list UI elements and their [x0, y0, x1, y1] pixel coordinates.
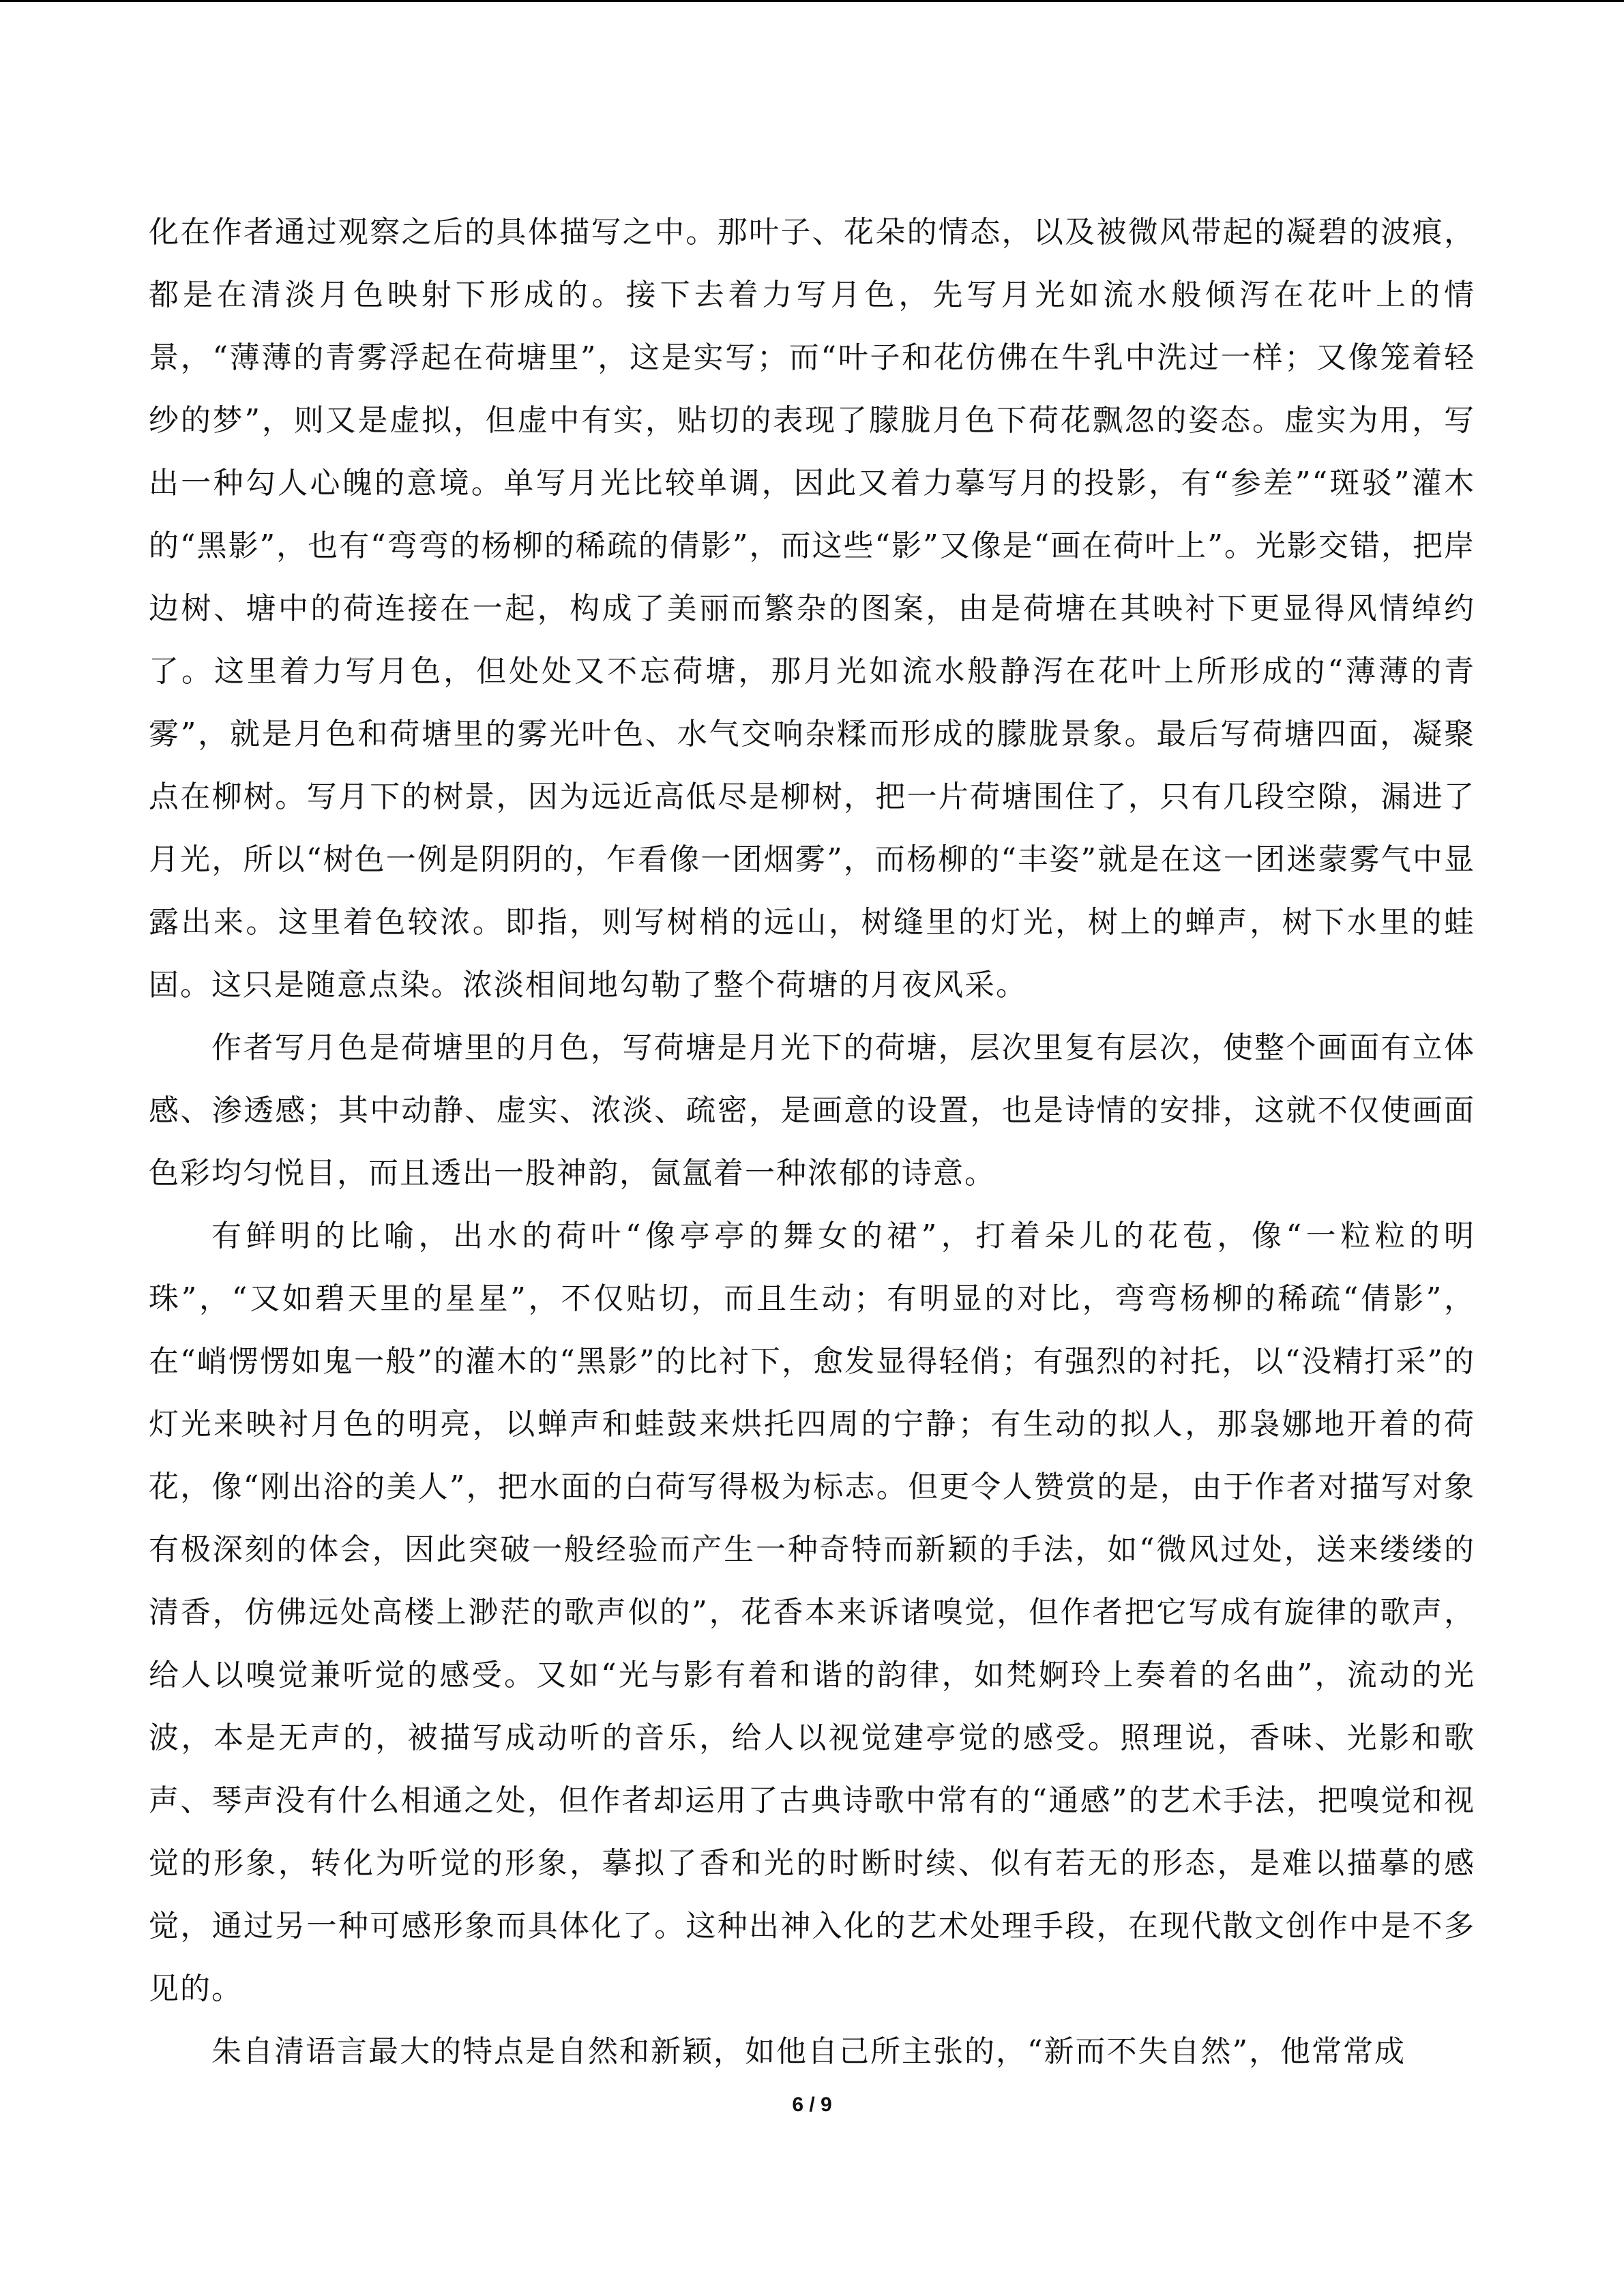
page-number: 6 / 9 [792, 2093, 832, 2116]
paragraph-3: 有鲜明的比喻，出水的荷叶“像亭亭的舞女的裙”，打着朵儿的花苞，像“一粒粒的明珠”，“又如碧天里的星星”，不仅贴切，而且生动；有明显的对比，弯弯杨柳的稀疏“倩影”，在“峭愣愣如鬼一般”的灌木的“黑影”的比衬下，愈发显得轻俏；有强烈的衬托，以“没精打采”的灯光来映衬月色的明亮，以蝉声和蛙鼓来烘托四周的宁静；有生动的拟人，那袅娜地开着的荷花，像“刚出浴的美人”，把水面的白荷写得极为标志。但更令人赞赏的是，由于作者对描写对象有极深刻的体会，因此突破一般经验而产生一种奇特而新颖的手法，如“微风过处，送来缕缕的清香，仿佛远处高楼上渺茫的歌声似的”，花香本来诉诸嗅觉，但作者把它写成有旋律的歌声，给人以嗅觉兼听觉的感受。又如“光与影有着和谐的韵律，如梵婀玲上奏着的名曲”，流动的光波，本是无声的，被描写成动听的音乐，给人以视觉建亭觉的感受。照理说，香味、光影和歌声、琴声没有什么相通之处，但作者却运用了古典诗歌中常有的“通感”的艺术手法，把嗅觉和视觉的形象，转化为听觉的形象，摹拟了香和光的时断时续、似有若无的形态，是难以描摹的感觉，通过另一种可感形象而具体化了。这种出神入化的艺术处理手段，在现代散文创作中是不多见的。 [149, 1219, 1475, 2006]
paragraph-4: 朱自清语言最大的特点是自然和新颖，如他自己所主张的，“新而不失自然”，他常常成 [211, 2034, 1406, 2069]
paragraph-1: 化在作者通过观察之后的具体描写之中。那叶子、花朵的情态，以及被微风带起的凝碧的波痕，都是在清淡月色映射下形成的。接下去着力写月色，先写月光如流水般倾泻在花叶上的情景，“薄薄的青雾浮起在荷塘里”，这是实写；而“叶子和花仿佛在牛乳中洗过一样；又像笼着轻纱的梦”，则又是虚拟，但虚中有实，贴切的表现了朦胧月色下荷花飘忽的姿态。虚实为用，写出一种勾人心魄的意境。单写月光比较单调，因此又着力摹写月的投影，有“参差”“斑驳”灌木的“黑影”，也有“弯弯的杨柳的稀疏的倩影”，而这些“影”又像是“画在荷叶上”。光影交错，把岸边树、塘中的荷连接在一起，构成了美丽而繁杂的图案，由是荷塘在其映衬下更显得风情绰约了。这里着力写月色，但处处又不忘荷塘，那月光如流水般静泻在花叶上所形成的“薄薄的青雾”，就是月色和荷塘里的雾光叶色、水气交响杂糅而形成的朦胧景象。最后写荷塘四面，凝聚点在柳树。写月下的树景，因为远近高低尽是柳树，把一片荷塘围住了，只有几段空隙，漏进了月光，所以“树色一例是阴阴的，乍看像一团烟雾”，而杨柳的“丰姿”就是在这一团迷蒙雾气中显露出来。这里着色较浓。即指，则写树梢的远山，树缝里的灯光，树上的蝉声，树下水里的蛙固。这只是随意点染。浓淡相间地勾勒了整个荷塘的月夜风采。 [149, 215, 1475, 1002]
paragraph-2: 作者写月色是荷塘里的月色，写荷塘是月光下的荷塘，层次里复有层次，使整个画面有立体感、渗透感；其中动静、虚实、浓淡、疏密，是画意的设置，也是诗情的安排，这就不仅使画面色彩均匀悦目，而且透出一股神韵，氤氲着一种浓郁的诗意。 [149, 1030, 1475, 1191]
document-body [149, 201, 1475, 2083]
top-border-line [0, 0, 1624, 2]
